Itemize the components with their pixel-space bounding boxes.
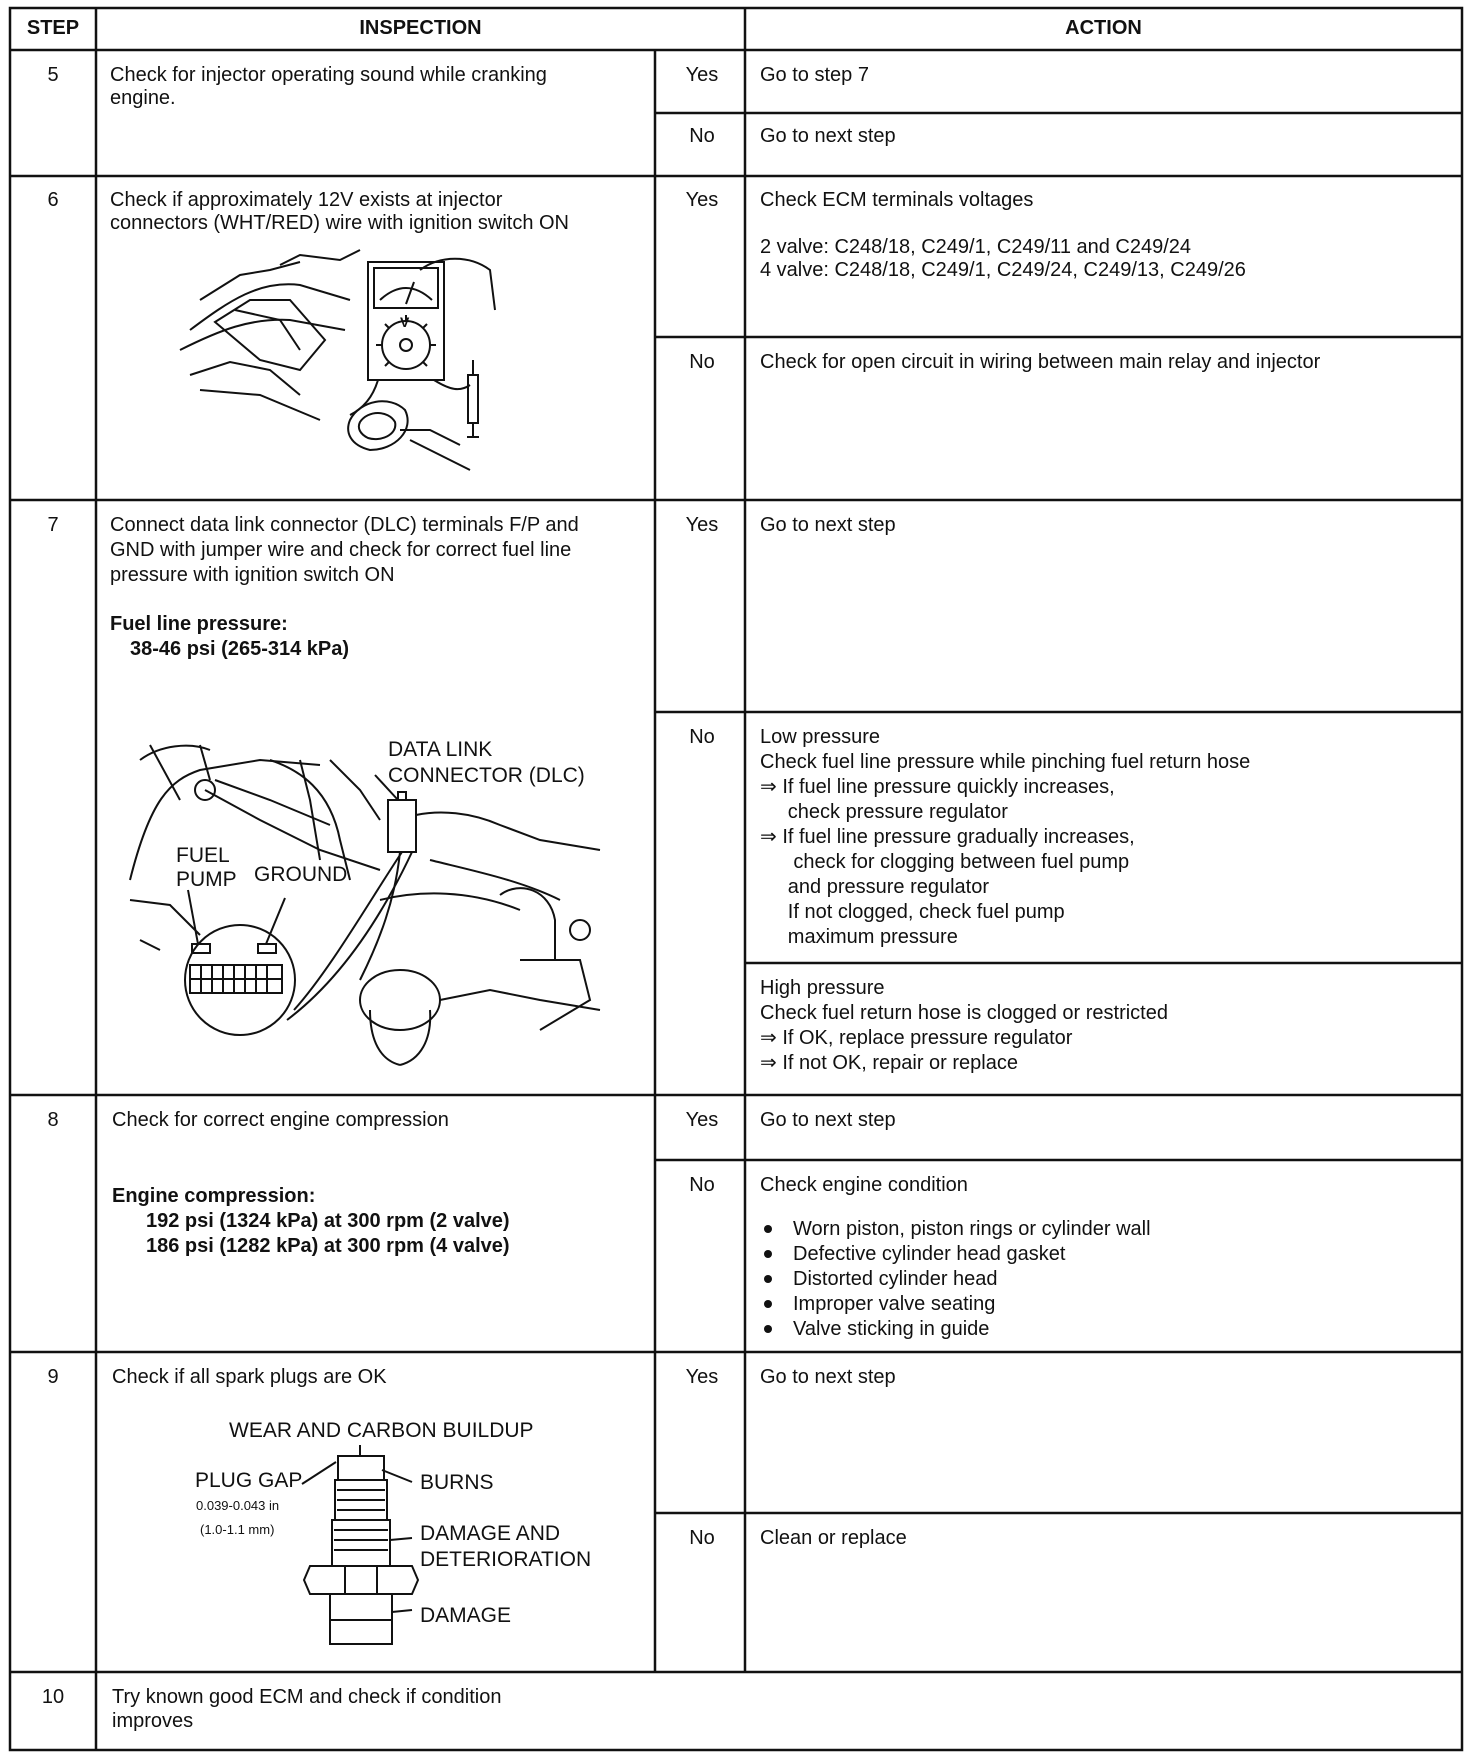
spec-value: 38-46 psi (265-314 kPa) <box>130 638 350 660</box>
low-pressure-text: and pressure regulator <box>760 876 990 898</box>
voltmeter-v-label: V <box>400 314 410 330</box>
plug-gap-inch: 0.039-0.043 in <box>196 1498 280 1513</box>
high-pressure-text: High pressure <box>760 977 885 999</box>
inspection-text: engine. <box>110 87 176 109</box>
no-label: No <box>689 125 715 147</box>
yes-label: Yes <box>685 1109 719 1131</box>
header-inspection: INSPECTION <box>359 17 482 39</box>
inspection-text: Check for correct engine compression <box>112 1109 449 1131</box>
inspection-text: pressure with ignition switch ON <box>110 564 395 586</box>
deterioration-label: DETERIORATION <box>420 1548 592 1571</box>
step-number: 7 <box>47 514 59 536</box>
spec-label: Fuel line pressure: <box>110 613 288 635</box>
low-pressure-text: ⇒ If fuel line pressure quickly increases, <box>760 776 1115 798</box>
inspection-text: Check if approximately 12V exists at injector <box>110 189 503 211</box>
step-number: 9 <box>47 1366 59 1388</box>
dlc-label: CONNECTOR (DLC) <box>388 764 585 787</box>
yes-label: Yes <box>685 514 719 536</box>
action-detail: 2 valve: C248/18, C249/1, C249/11 and C249/24 <box>760 236 1192 258</box>
low-pressure-text: ⇒ If fuel line pressure gradually increases, <box>760 826 1135 848</box>
action-text: Check for open circuit in wiring between main relay and injector <box>760 351 1321 373</box>
action-detail: 4 valve: C248/18, C249/1, C249/24, C249/13, C249/26 <box>760 259 1246 281</box>
low-pressure-text: check for clogging between fuel pump <box>760 851 1130 873</box>
high-pressure-text: Check fuel return hose is clogged or restricted <box>760 1002 1168 1024</box>
no-label: No <box>689 351 715 373</box>
burns-label: BURNS <box>420 1471 494 1494</box>
dlc-label: DATA LINK <box>388 738 493 761</box>
wear-label: WEAR AND CARBON BUILDUP <box>229 1419 534 1442</box>
condition-item: Worn piston, piston rings or cylinder wall <box>793 1218 1151 1240</box>
condition-item: Defective cylinder head gasket <box>793 1243 1066 1265</box>
header-step: STEP <box>26 17 80 39</box>
action-text: Go to next step <box>760 1109 896 1131</box>
fuel-pump-label: PUMP <box>176 868 237 891</box>
high-pressure-text: ⇒ If OK, replace pressure regulator <box>760 1027 1073 1049</box>
inspection-text: Try known good ECM and check if condition <box>112 1686 502 1708</box>
yes-label: Yes <box>685 64 719 86</box>
step-number: 8 <box>47 1109 59 1131</box>
no-label: No <box>689 1174 715 1196</box>
no-label: No <box>689 1527 715 1549</box>
action-text: Go to step 7 <box>760 64 869 86</box>
action-text: Check ECM terminals voltages <box>760 189 1034 211</box>
ground-label: GROUND <box>254 863 348 886</box>
no-label: No <box>689 726 715 748</box>
step-number: 10 <box>41 1686 65 1708</box>
inspection-text: Check if all spark plugs are OK <box>112 1366 387 1388</box>
low-pressure-text: Low pressure <box>760 726 881 748</box>
damage-and-label: DAMAGE AND <box>420 1522 561 1545</box>
yes-label: Yes <box>685 189 719 211</box>
action-text: Go to next step <box>760 125 896 147</box>
plug-gap-mm: (1.0-1.1 mm) <box>200 1522 275 1537</box>
low-pressure-text: check pressure regulator <box>760 801 1008 823</box>
damage-label: DAMAGE <box>420 1604 512 1627</box>
spec-value: 186 psi (1282 kPa) at 300 rpm (4 valve) <box>146 1235 510 1257</box>
condition-item: Improper valve seating <box>793 1293 996 1315</box>
low-pressure-text: maximum pressure <box>760 926 958 948</box>
action-text: Go to next step <box>760 1366 896 1388</box>
spec-value: 192 psi (1324 kPa) at 300 rpm (2 valve) <box>146 1210 510 1232</box>
condition-item: Valve sticking in guide <box>793 1318 990 1340</box>
action-text: Check engine condition <box>760 1174 968 1196</box>
action-text: Clean or replace <box>760 1527 907 1549</box>
step-number: 6 <box>47 189 59 211</box>
low-pressure-text: If not clogged, check fuel pump <box>760 901 1065 923</box>
step-number: 5 <box>47 64 59 86</box>
inspection-text: connectors (WHT/RED) wire with ignition switch ON <box>110 212 569 234</box>
inspection-text: Connect data link connector (DLC) terminals F/P and <box>110 514 579 536</box>
inspection-text: improves <box>112 1710 194 1732</box>
inspection-text: Check for injector operating sound while cranking <box>110 64 547 86</box>
low-pressure-text: Check fuel line pressure while pinching fuel return hose <box>760 751 1251 773</box>
condition-item: Distorted cylinder head <box>793 1268 998 1290</box>
action-text: Go to next step <box>760 514 896 536</box>
fuel-pump-label: FUEL <box>176 844 230 867</box>
header-action: ACTION <box>1065 17 1142 39</box>
spec-label: Engine compression: <box>112 1185 316 1207</box>
high-pressure-text: ⇒ If not OK, repair or replace <box>760 1052 1018 1074</box>
yes-label: Yes <box>685 1366 719 1388</box>
plug-gap-label: PLUG GAP <box>195 1469 303 1492</box>
inspection-text: GND with jumper wire and check for correct fuel line <box>110 539 572 561</box>
